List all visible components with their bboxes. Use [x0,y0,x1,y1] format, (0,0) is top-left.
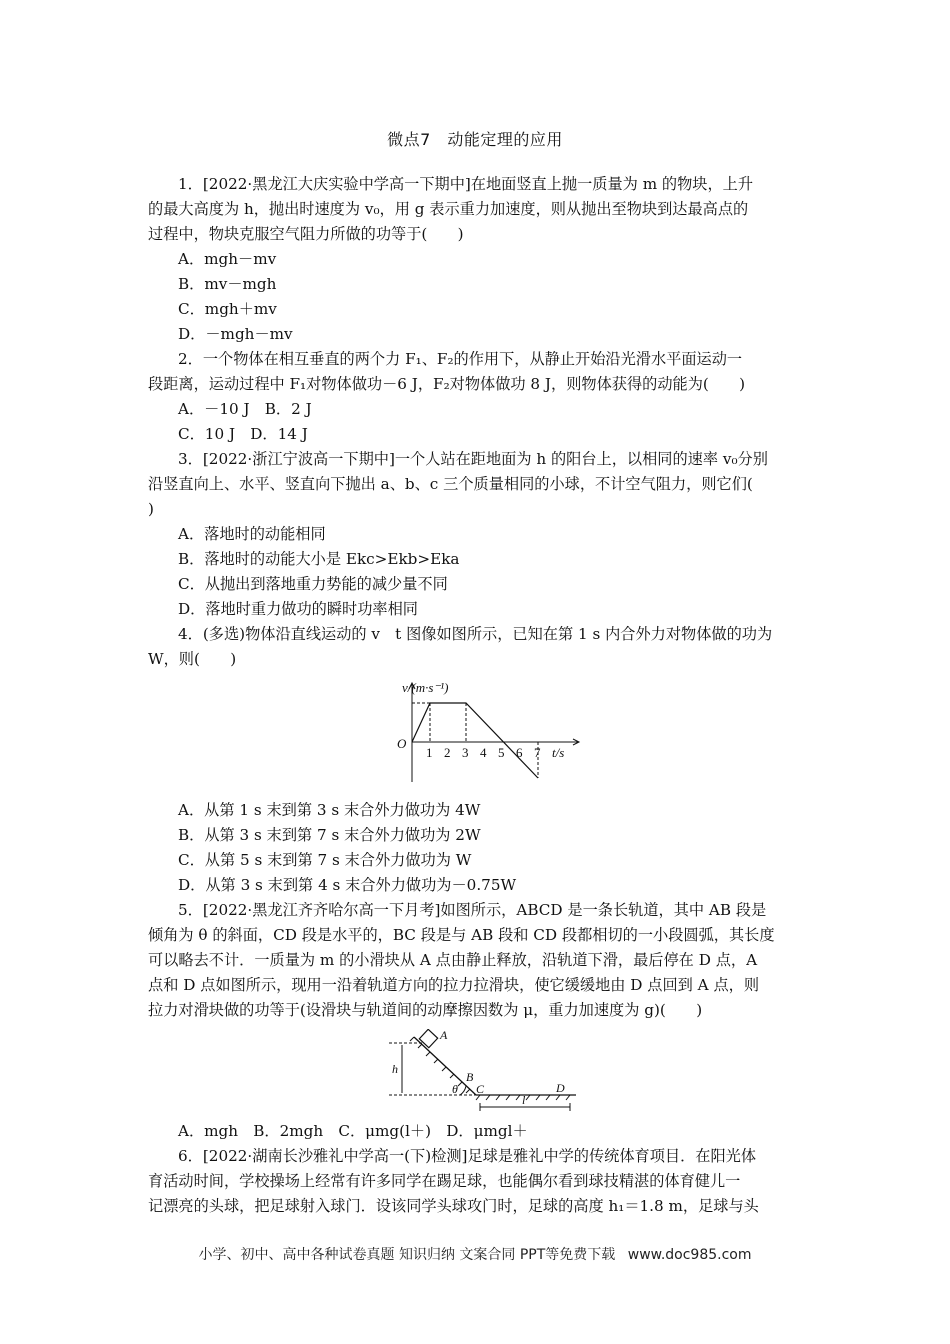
q3-option-d: D．落地时重力做功的瞬时功率相同 [178,600,418,618]
height-label: h [392,1062,398,1076]
q6-line3: 记漂亮的头球，把足球射入球门．设该同学头球攻门时，足球的高度 h₁＝1.8 m，足球与头 [148,1197,759,1215]
q5-options: A．mgh B．2mgh C．μmg(l＋) D．μmgl＋ [178,1122,528,1140]
footer-url[interactable]: www.doc985.com [627,1247,752,1263]
incline-hatching [410,1037,470,1093]
tick-label-6: 6 [516,745,523,760]
angle-label: θ [452,1082,458,1096]
q3-line2: 沿竖直向上、水平、竖直向下抛出 a、b、c 三个质量相同的小球，不计空气阻力，则它们( [148,475,753,493]
vt-graph-figure [392,680,582,788]
origin-label: O [397,736,407,751]
q2-options-cd: C．10 J D．14 J [178,425,308,443]
q3-option-a: A．落地时的动能相同 [178,525,326,543]
q3-option-b: B．落地时的动能大小是 Ekc>Ekb>Eka [178,550,460,568]
q4-option-a: A．从第 1 s 末到第 3 s 末合外力做功为 4W [178,801,481,819]
length-label: l [522,1093,526,1107]
point-d-label: D [556,1081,565,1095]
q1-option-c: C．mgh＋mv [178,300,277,318]
tick-label-1: 1 [426,745,433,760]
q1-option-d: D．－mgh－mv [178,325,293,343]
tick-label-4: 4 [480,745,487,760]
footer-text: 小学、初中、高中各种试卷真题 知识归纳 文案合同 PPT等免费下载 [198,1247,616,1263]
q5-line3: 可以略去不计．一质量为 m 的小滑块从 A 点由静止释放，沿轨道下滑，最后停在 D 点，A [148,951,758,969]
q4-option-b: B．从第 3 s 末到第 7 s 末合外力做功为 2W [178,826,481,844]
q6-line1: 6．[2022·湖南长沙雅礼中学高一(下)检测]足球是雅礼中学的传统体育项目．在阳光体 [178,1147,757,1165]
q3-line1: 3．[2022·浙江宁波高一下期中]一个人站在距地面为 h 的阳台上，以相同的速率 v₀分别 [178,450,768,468]
q3-option-c: C．从抛出到落地重力势能的减少量不同 [178,575,448,593]
angle-arc [460,1086,466,1095]
q1-line1: 1．[2022·黑龙江大庆实验中学高一下期中]在地面竖直上抛一质量为 m 的物块，上升 [178,175,754,193]
q6-line2: 育活动时间，学校操场上经常有许多同学在踢足球，也能偶尔看到球技精湛的体育健儿一 [148,1172,741,1190]
q5-line5: 拉力对滑块做的功等于(设滑块与轨道间的动摩擦因数为 μ，重力加速度为 g)( ) [148,1001,703,1019]
point-b-label: B [466,1070,474,1084]
y-axis-label: v/(m·s⁻¹) [402,680,449,695]
q5-line2: 倾角为 θ 的斜面，CD 段是水平的，BC 段是与 AB 段和 CD 段都相切的一小段圆弧，其长度 [148,926,775,944]
q4-option-d: D．从第 3 s 末到第 4 s 末合外力做功为－0.75W [178,876,517,894]
velocity-line [412,703,538,778]
incline-track-figure [384,1029,584,1115]
tick-label-2: 2 [444,745,451,760]
x-axis-label: t/s [552,745,565,760]
page-footer [0,1244,950,1264]
q2-options-ab: A．－10 J B．2 J [178,400,312,418]
tick-label-3: 3 [462,745,469,760]
question-content [148,172,808,1219]
tick-label-7: 7 [534,745,541,760]
q2-line2: 段距离，运动过程中 F₁对物体做功－6 J，F₂对物体做功 8 J，则物体获得的动能为( ) [148,375,746,393]
tick-label-5: 5 [498,745,505,760]
q5-line4: 点和 D 点如图所示，现用一沿着轨道方向的拉力拉滑块，使它缓缓地由 D 点回到 A 点，则 [148,976,760,994]
point-c-label: C [476,1082,485,1096]
q1-line2: 的最大高度为 h，抛出时速度为 v₀，用 g 表示重力加速度，则从抛出至物块到达最高点的 [148,200,749,218]
q1-line3: 过程中，物块克服空气阻力所做的功等于( ) [148,225,464,243]
q4-line2: W，则( ) [148,650,237,668]
q1-option-a: A．mgh－mv [178,250,277,268]
point-a-label: A [440,1029,448,1042]
page-title: 微点7 动能定理的应用 [387,130,563,149]
incline-surface [414,1037,476,1095]
q3-line3: ) [148,500,154,518]
q4-line1: 4．(多选)物体沿直线运动的 v t 图像如图所示，已知在第 1 s 内合外力对物体做的功为 [178,625,773,643]
q4-option-c: C．从第 5 s 末到第 7 s 末合外力做功为 W [178,851,472,869]
q1-option-b: B．mv－mgh [178,275,277,293]
q2-line1: 2．一个物体在相互垂直的两个力 F₁、F₂的作用下，从静止开始沿光滑水平面运动一 [178,350,743,368]
q5-line1: 5．[2022·黑龙江齐齐哈尔高一下月考]如图所示，ABCD 是一条长轨道，其中 AB 段是 [178,901,767,919]
